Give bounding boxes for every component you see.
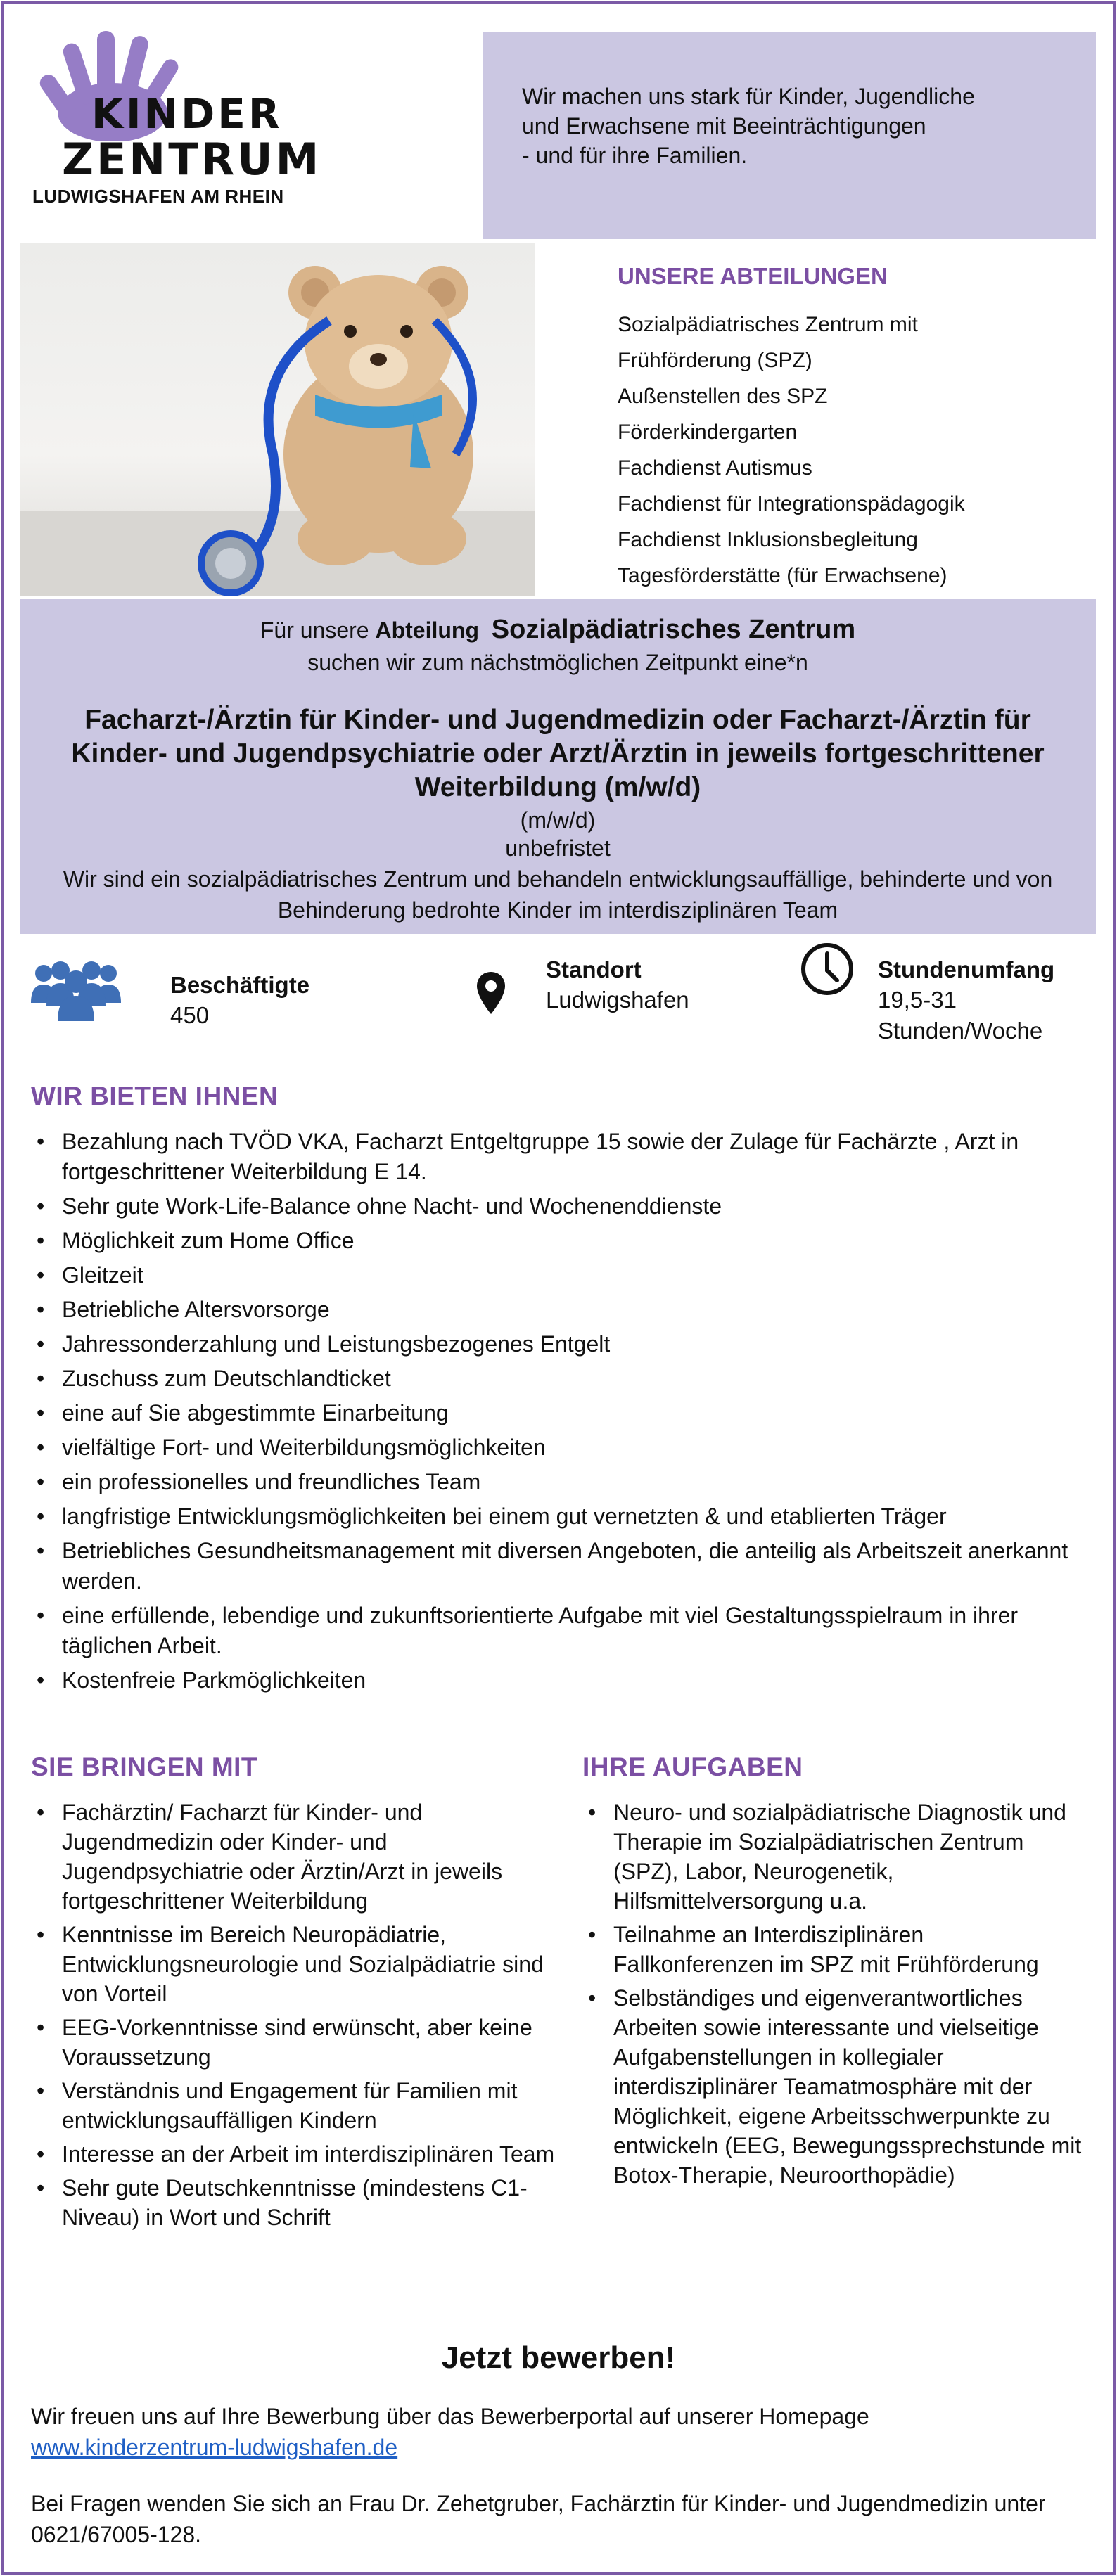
apply-heading: Jetzt bewerben!	[441, 2340, 676, 2375]
job-gender: (m/w/d)	[520, 807, 596, 833]
job-abteilung-label: Abteilung	[375, 617, 479, 643]
departments-list	[618, 307, 1096, 594]
people-group-icon	[28, 959, 124, 1023]
offer-item: • Gleitzeit	[31, 1260, 1086, 1290]
location-value: Ludwigshafen	[546, 987, 689, 1013]
department-item: Tagesförderstätte (für Erwachsene)	[618, 564, 947, 587]
apply-text: Wir freuen uns auf Ihre Bewerbung über das Bewerberportal auf unserer Homepage	[31, 2404, 869, 2429]
requirement-item: • EEG-Vorkenntnisse sind erwünscht, aber keine Voraussetzung	[31, 2013, 566, 2072]
task-item: • Neuro- und sozialpädiatrische Diagnostik und Therapie im Sozialpädiatrischen Zentrum (SPZ), Labor, Neurogenetik, Hilfsmittelversorgung u.a.	[582, 1798, 1089, 1916]
job-department: Sozialpädiatrisches Zentrum	[491, 615, 856, 644]
logo-city: LUDWIGSHAFEN AM RHEIN	[32, 186, 284, 207]
offer-item: • Zuschuss zum Deutschlandticket	[31, 1364, 1086, 1394]
teddy-bear-photo	[20, 243, 535, 596]
job-term: unbefristet	[505, 835, 611, 861]
logo-word-kinder: KINDER	[91, 90, 283, 138]
tasks-heading: IHRE AUFGABEN	[582, 1752, 803, 1781]
department-item: Fachdienst Autismus	[618, 456, 812, 480]
requirement-item: • Fachärztin/ Facharzt für Kinder- und Jugendmedizin oder Kinder- und Jugendpsychiatrie oder Ärztin/Arzt in jeweils fortgeschrittener Weiterbildung	[31, 1798, 566, 1916]
job-intro-line	[20, 615, 1096, 645]
teddy-bear-icon	[20, 243, 535, 596]
offer-list	[31, 1127, 1086, 1700]
employees-value: 450	[170, 1002, 210, 1028]
requirements-list	[31, 1798, 566, 2236]
task-item: • Selbständiges und eigenverantwortliches Arbeiten sowie interessante und vielseitige Aufgabenstellungen in kollegialer interdisziplinärer Teamatmosphäre mit der Möglichkeit, eigene Arbeitsschwerpunkte zu entwickeln (EEG, Bewegungssprechstunde mit Botox-Therapie, Neuroorthopädie)	[582, 1983, 1089, 2190]
department-item: Förderkindergarten	[618, 421, 798, 444]
contact-text: Bei Fragen wenden Sie sich an Frau Dr. Zehetgruber, Fachärztin für Kinder- und Jugendmedizin unter 0621/67005-128.	[31, 2491, 1046, 2547]
job-title: Facharzt-/Ärztin für Kinder- und Jugendmedizin oder Facharzt-/Ärztin für Kinder- und Jugendpsychiatrie oder Arzt/Ärztin in jeweils fortgeschrittener Weiterbildung (m/w/d)	[71, 705, 1045, 802]
map-pin-icon	[475, 970, 506, 1015]
location-label: Standort	[546, 956, 642, 982]
apply-text-block	[31, 2401, 1072, 2463]
offer-item: • ein professionelles und freundliches Team	[31, 1467, 1086, 1497]
homepage-link[interactable]: www.kinderzentrum-ludwigshafen.de	[31, 2435, 398, 2460]
task-item: • Teilnahme an Interdisziplinären Fallkonferenzen im SPZ mit Frühförderung	[582, 1920, 1089, 1979]
job-search-line: suchen wir zum nächstmöglichen Zeitpunkt eine*n	[307, 650, 808, 675]
intro-text: Wir machen uns stark für Kinder, Jugendliche und Erwachsene mit Beeinträchtigungen - und für ihre Familien.	[522, 84, 975, 168]
offer-item: • Betriebliches Gesundheitsmanagement mit diversen Angeboten, die anteilig als Arbeitszeit anerkannt werden.	[31, 1536, 1086, 1596]
departments-heading: UNSERE ABTEILUNGEN	[618, 263, 888, 289]
department-item: Fachdienst für Integrationspädagogik	[618, 492, 965, 515]
requirement-item: • Verständnis und Engagement für Familien mit entwicklungsauffälligen Kindern	[31, 2076, 566, 2135]
offer-item: • langfristige Entwicklungsmöglichkeiten bei einem gut vernetzten & und etablierten Träger	[31, 1501, 1086, 1532]
job-prefix: Für unsere	[260, 617, 376, 643]
hours-label: Stundenumfang	[878, 956, 1055, 982]
requirement-item: • Kenntnisse im Bereich Neuropädiatrie, Entwicklungsneurologie und Sozialpädiatrie sind von Vorteil	[31, 1920, 566, 2008]
intro-box	[483, 32, 1096, 239]
offer-item: • Betriebliche Altersvorsorge	[31, 1295, 1086, 1325]
department-item: Frühförderung (SPZ)	[618, 349, 812, 372]
hours-value-line2: Stunden/Woche	[878, 1018, 1043, 1044]
offer-item: • vielfältige Fort- und Weiterbildungsmöglichkeiten	[31, 1433, 1086, 1463]
offer-item: • Sehr gute Work-Life-Balance ohne Nacht- und Wochenenddienste	[31, 1191, 1086, 1222]
job-description: Wir sind ein sozialpädiatrisches Zentrum und behandeln entwicklungsauffällige, behinderte und von Behinderung bedrohte Kinder im interdisziplinären Team	[63, 866, 1053, 923]
hours-value-line1: 19,5-31	[878, 987, 957, 1013]
tasks-list	[582, 1798, 1089, 2194]
department-item: Sozialpädiatrisches Zentrum mit	[618, 313, 918, 336]
offer-item: • Kostenfreie Parkmöglichkeiten	[31, 1665, 1086, 1696]
department-item: Außenstellen des SPZ	[618, 385, 828, 408]
clock-icon	[799, 941, 855, 997]
department-item: Fachdienst Inklusionsbegleitung	[618, 528, 918, 551]
requirements-heading: SIE BRINGEN MIT	[31, 1752, 258, 1781]
departments-section	[618, 263, 1096, 594]
offer-item: • Jahressonderzahlung und Leistungsbezogenes Entgelt	[31, 1329, 1086, 1359]
offer-item: • eine auf Sie abgestimmte Einarbeitung	[31, 1398, 1086, 1428]
offer-heading: WIR BIETEN IHNEN	[31, 1082, 279, 1110]
job-announcement	[20, 599, 1096, 934]
logo-word-zentrum: ZENTRUM	[62, 134, 322, 185]
employees-label: Beschäftigte	[170, 972, 310, 998]
offer-item: • eine erfüllende, lebendige und zukunftsorientierte Aufgabe mit viel Gestaltungsspielraum in ihrer täglichen Arbeit.	[31, 1601, 1086, 1661]
requirement-item: • Interesse an der Arbeit im interdisziplinären Team	[31, 2139, 566, 2169]
logo	[28, 28, 322, 207]
offer-item: • Möglichkeit zum Home Office	[31, 1226, 1086, 1256]
requirement-item: • Sehr gute Deutschkenntnisse (mindestens C1-Niveau) in Wort und Schrift	[31, 2173, 566, 2232]
offer-item: • Bezahlung nach TVÖD VKA, Facharzt Entgeltgruppe 15 sowie der Zulage für Fachärzte , Arzt in fortgeschrittener Weiterbildung E 14.	[31, 1127, 1086, 1187]
